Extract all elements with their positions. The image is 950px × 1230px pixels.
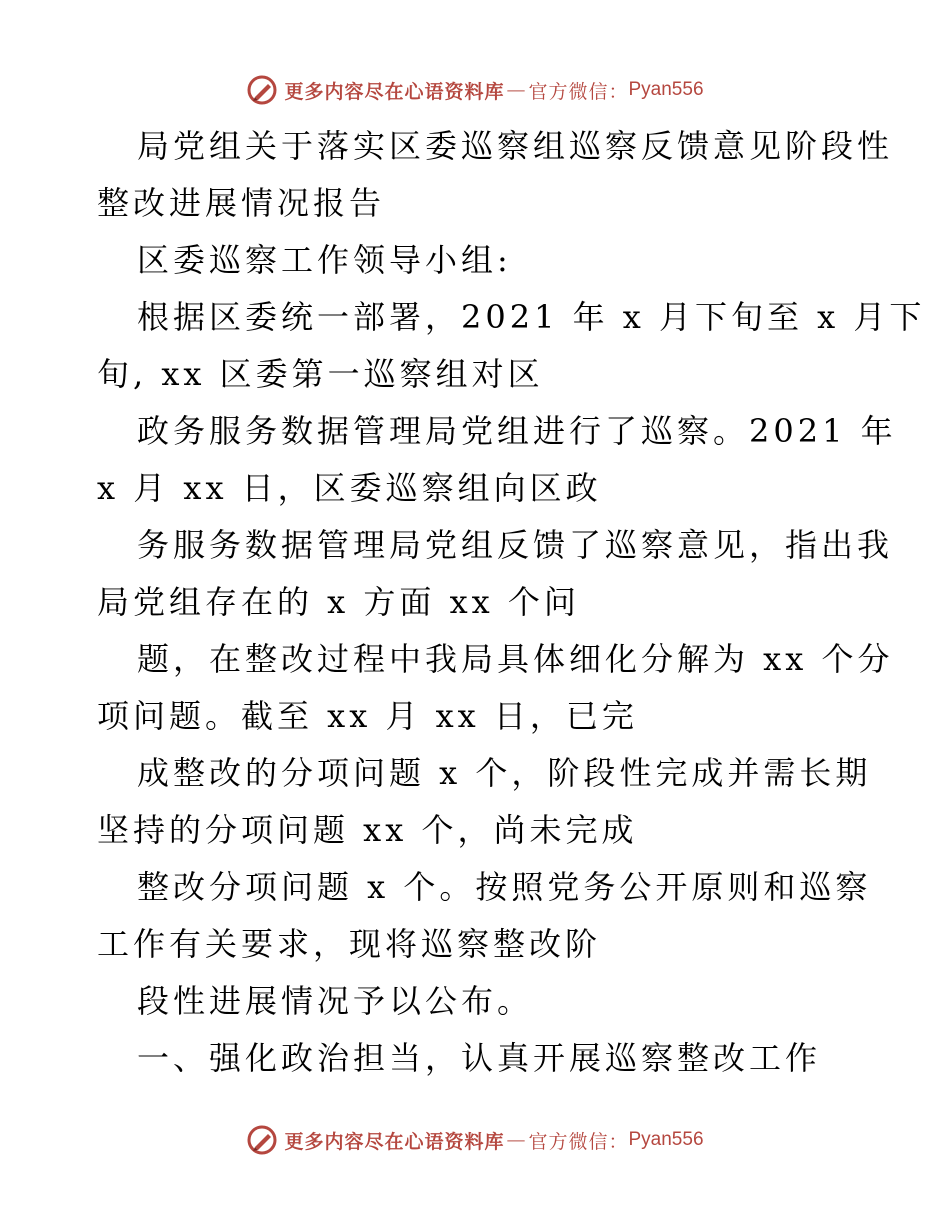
doc-line-salutation: 区委巡察工作领导小组:	[137, 241, 512, 279]
doc-line-title-1: 局党组关于落实区委巡察组巡察反馈意见阶段性	[137, 127, 894, 165]
banner-wechat-id: Pyan556	[628, 79, 704, 100]
doc-line: 务服务数据管理局党组反馈了巡察意见，指出我	[137, 526, 894, 564]
header-banner	[0, 70, 950, 110]
document-body	[97, 118, 926, 1087]
doc-line: 段性进展情况予以公布。	[137, 982, 534, 1020]
doc-line: 根据区委统一部署，2021 年 x 月下旬至 x 月下	[137, 298, 926, 336]
doc-line: 政务服务数据管理局党组进行了巡察。2021 年	[137, 412, 897, 450]
doc-line: 局党组存在的 x 方面 xx 个问	[97, 583, 580, 621]
doc-line: 成整改的分项问题 x 个，阶段性完成并需长期	[137, 754, 872, 792]
doc-line: 工作有关要求，现将巡察整改阶	[97, 925, 602, 963]
doc-line: 坚持的分项问题 xx 个，尚未完成	[97, 811, 638, 849]
banner-wechat-label: 官方微信：	[528, 80, 629, 103]
banner-dash: —	[506, 1129, 527, 1151]
section-heading: 一、强化政治担当，认真开展巡察整改工作	[137, 1039, 822, 1077]
banner-wechat-id: Pyan556	[628, 1129, 704, 1150]
footer-banner	[0, 1120, 950, 1160]
banner-brand-text: 更多内容尽在心语资料库	[284, 80, 505, 103]
banner-wechat-label: 官方微信：	[528, 1130, 629, 1153]
banner-dash: —	[506, 79, 527, 101]
doc-line: 题，在整改过程中我局具体细化分解为 xx 个分	[137, 640, 894, 678]
doc-line-title-2: 整改进展情况报告	[97, 184, 386, 222]
pen-logo-icon	[246, 1124, 278, 1156]
doc-line: x 月 xx 日，区委巡察组向区政	[97, 469, 602, 507]
doc-line: 项问题。截至 xx 月 xx 日，已完	[97, 697, 638, 735]
doc-line: 整改分项问题 x 个。按照党务公开原则和巡察	[137, 868, 872, 906]
banner-brand-text: 更多内容尽在心语资料库	[284, 1130, 505, 1153]
pen-logo-icon	[246, 74, 278, 106]
doc-line: 旬, xx 区委第一巡察组对区	[97, 355, 544, 393]
